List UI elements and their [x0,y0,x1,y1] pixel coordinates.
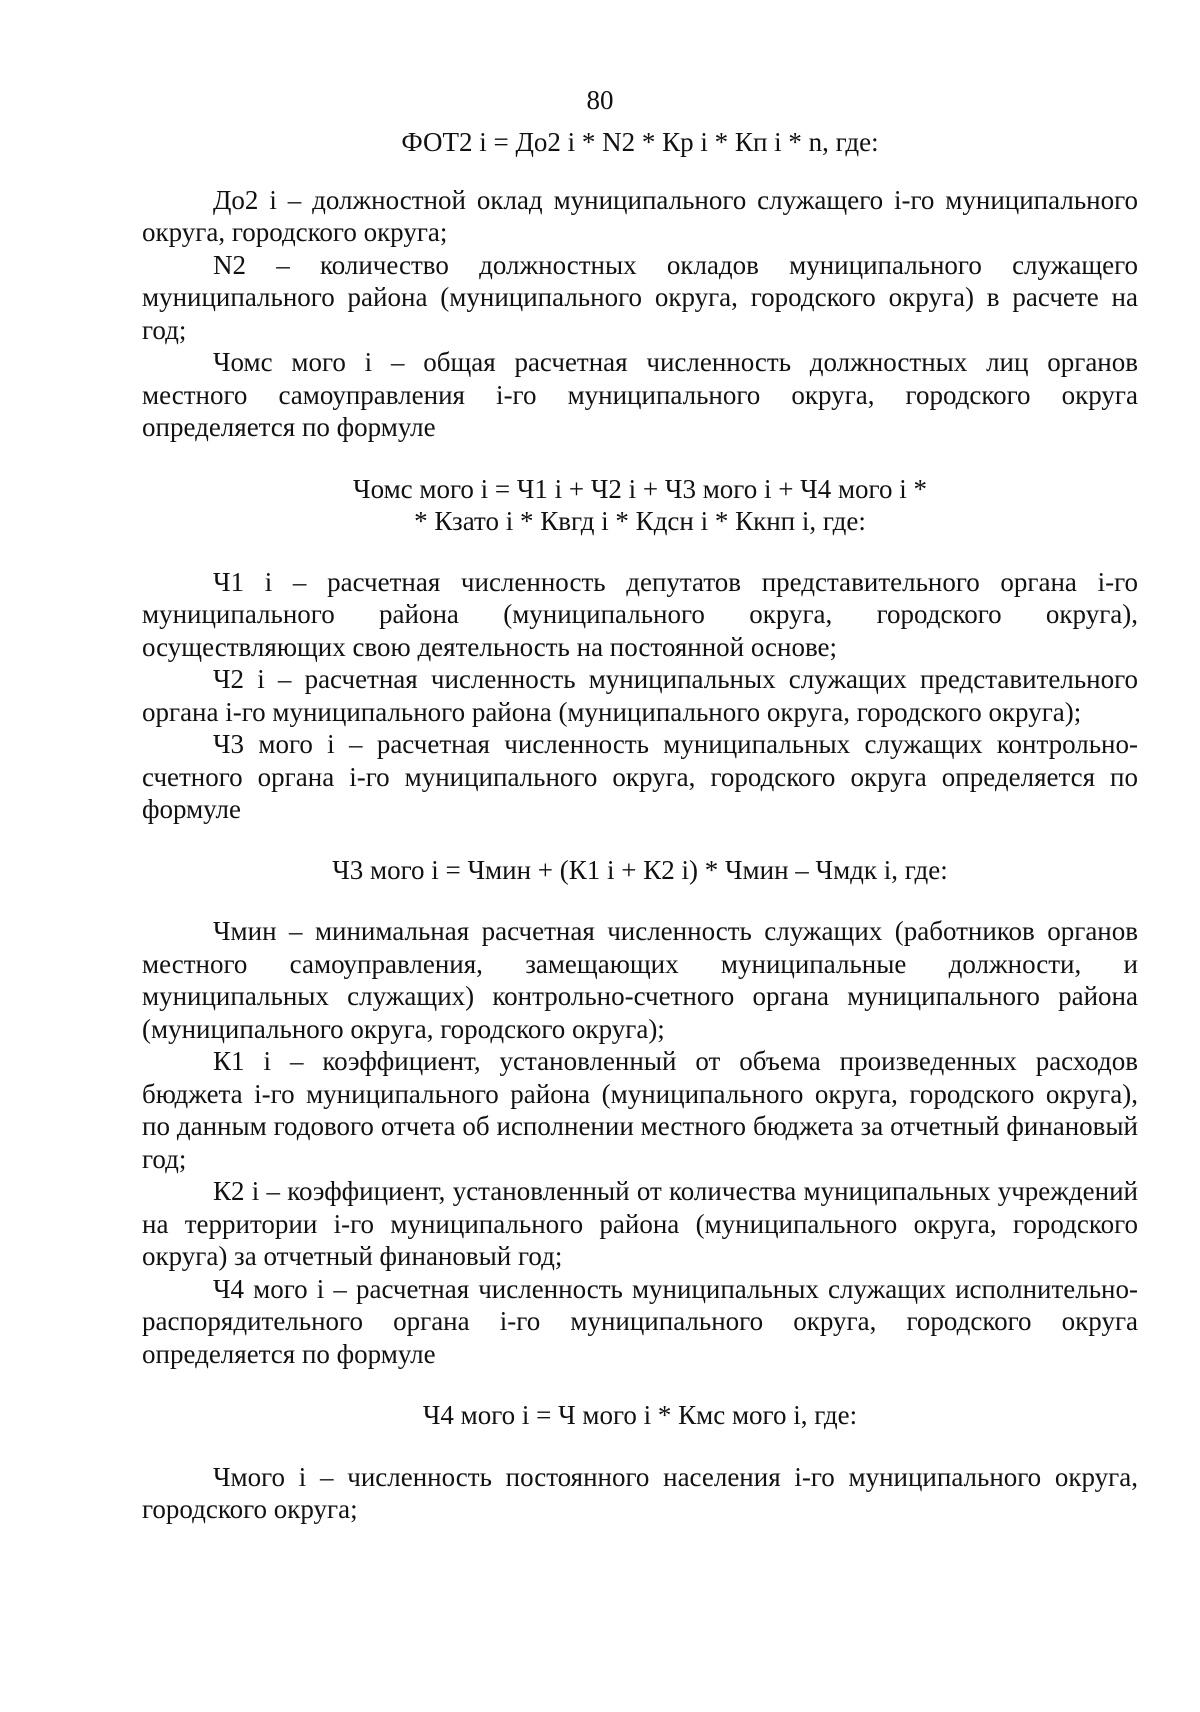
page-number: 80 [586,85,614,115]
definition-k2: К2 i – коэффициент, установленный от количества муниципальных учреждений на территории i-го муниципального района (муниципального округа, городского округа) за отчетный финановый год; [142,1176,1138,1271]
definition-k1: К1 i – коэффициент, установленный от объема произведенных расходов бюджета i-го муниципального района (муниципального округа, городского округа), по данным годового отчета об исполнении местного бюджета за отчетный финановый год; [142,1046,1138,1174]
definition-n2: N2 – количество должностных окладов муниципального служащего муниципального района (муниципального округа, городского округа) в расчете на год; [142,249,1138,345]
formula-chomc [142,473,1138,538]
definition-ch2: Ч2 i – расчетная численность муниципальных служащих представительного органа i-го муниципального района (муниципального округа, городского округа); [142,664,1138,727]
definition-chomc: Чомс мого i – общая расчетная численность должностных лиц органов местного самоуправления i-го муниципального округа, городского округа определяется по формуле [142,347,1138,442]
document-body [142,126,1138,1526]
definition-ch3: Ч3 мого i – расчетная численность муниципальных служащих контрольно-счетного органа i-го муниципального округа, городского округа определяется по формуле [142,729,1138,824]
definition-do2: До2 i – должностной оклад муниципального служащего i-го муниципального округа, городского округа; [142,184,1138,247]
formula-chomc-line-1: Чомс мого i = Ч1 i + Ч2 i + Ч3 мого i + Ч4 мого i * [353,473,927,504]
definition-chmogo: Чмого i – численность постоянного населения i-го муниципального округа, городского округа; [142,1461,1138,1524]
formula-chomc-line-2: * Кзато i * Квгд i * Кдсн i * Ккнп i, где: [414,506,866,536]
formula-ch3: Ч3 мого i = Чмин + (К1 i + К2 i) * Чмин – Чмдк i, где: [332,854,948,885]
definition-chmin: Чмин – минимальная расчетная численность служащих (работников органов местного самоуправления, замещающих муниципальные должности, и муниципальных служащих) контрольно-счетного органа муниципального района (муниципального округа, городского округа); [142,916,1138,1044]
definition-ch1: Ч1 i – расчетная численность депутатов представительного органа i-го муниципального района (муниципального округа, городского округа), осуществляющих свою деятельность на постоянной основе; [142,566,1138,662]
definition-ch4: Ч4 мого i – расчетная численность муниципальных служащих исполнительно-распорядительного органа i-го муниципального округа, городского округа определяется по формуле [142,1273,1138,1369]
formula-ch4: Ч4 мого i = Ч мого i * Кмс мого i, где: [422,1400,858,1430]
formula-fot2: ФОТ2 i = До2 i * N2 * Кр i * Кп i * n, где: [401,127,879,157]
